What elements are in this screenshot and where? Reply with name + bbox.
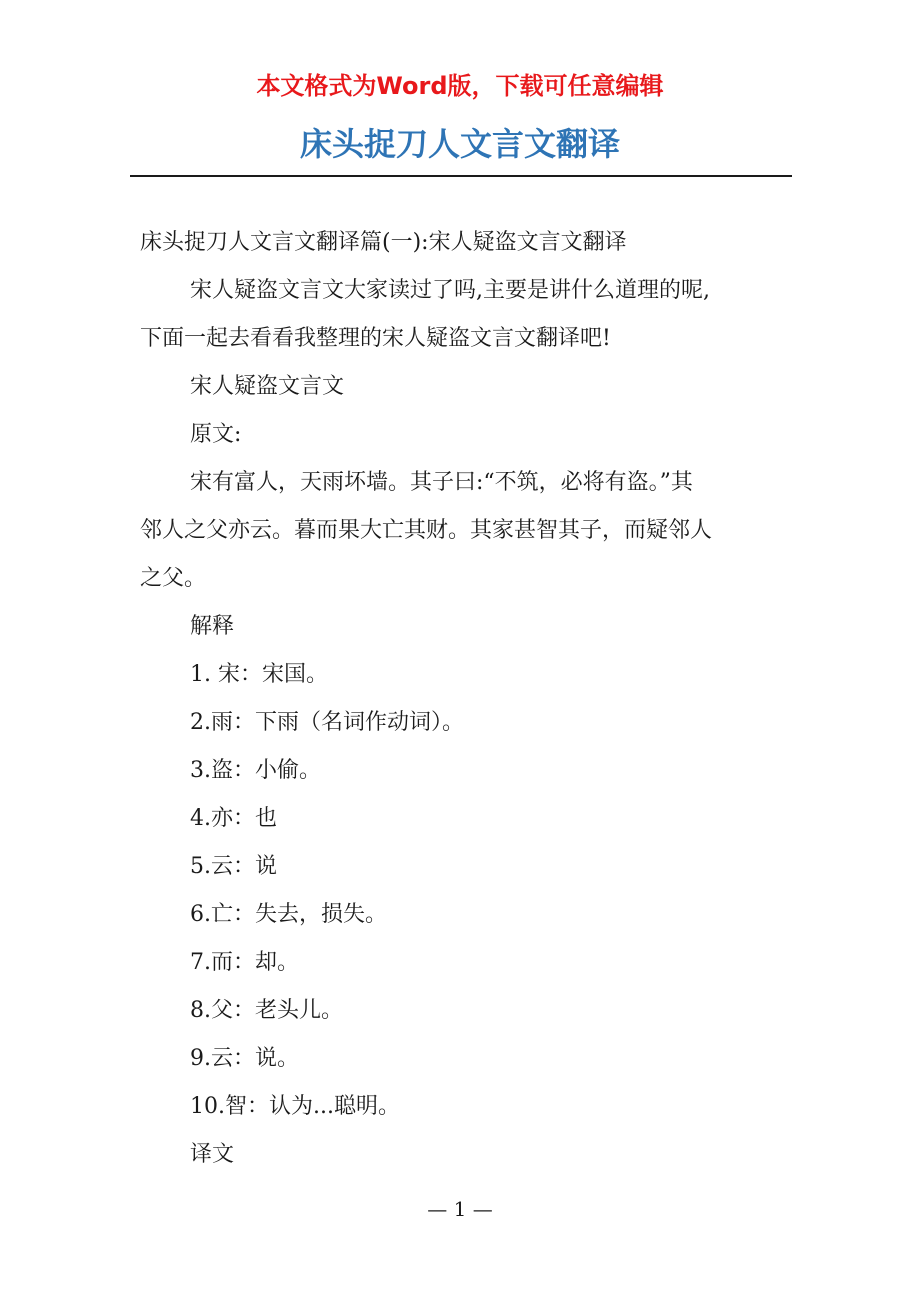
gloss-item: 9.云：说。	[190, 1046, 299, 1071]
section-heading: 床头捉刀人文言文翻译篇(一):宋人疑盗文言文翻译	[140, 230, 627, 255]
gloss-item: 7.而：却。	[190, 950, 299, 975]
page-number: — 1 —	[427, 1197, 493, 1221]
edit-notice-banner: 本文格式为Word版，下载可任意编辑	[256, 72, 664, 100]
gloss-item: 10.智：认为...聪明。	[190, 1094, 400, 1119]
subheading-explanation: 解释	[190, 614, 235, 639]
title-divider	[130, 175, 792, 177]
document-title: 床头捉刀人文言文翻译	[299, 125, 620, 163]
gloss-item: 1. 宋：宋国。	[190, 662, 328, 687]
original-line-1: 宋有富人，天雨坏墙。其子曰:“不筑，必将有盗。”其	[190, 470, 693, 495]
gloss-item: 8.父：老头儿。	[190, 998, 343, 1023]
intro-line-1: 宋人疑盗文言文大家读过了吗,主要是讲什么道理的呢,	[190, 278, 710, 303]
gloss-item: 3.盗：小偷。	[190, 758, 321, 783]
original-line-3: 之父。	[140, 566, 207, 591]
gloss-item: 2.雨：下雨（名词作动词）。	[190, 710, 464, 735]
original-line-2: 邻人之父亦云。暮而果大亡其财。其家甚智其子，而疑邻人	[140, 518, 713, 543]
gloss-item: 4.亦：也	[190, 806, 277, 831]
intro-line-2: 下面一起去看看我整理的宋人疑盗文言文翻译吧!	[140, 326, 611, 351]
subheading-text-title: 宋人疑盗文言文	[190, 374, 345, 399]
gloss-item: 6.亡：失去，损失。	[190, 902, 387, 927]
subheading-translation: 译文	[190, 1142, 235, 1167]
gloss-item: 5.云：说	[190, 854, 277, 879]
subheading-original: 原文:	[190, 422, 242, 447]
